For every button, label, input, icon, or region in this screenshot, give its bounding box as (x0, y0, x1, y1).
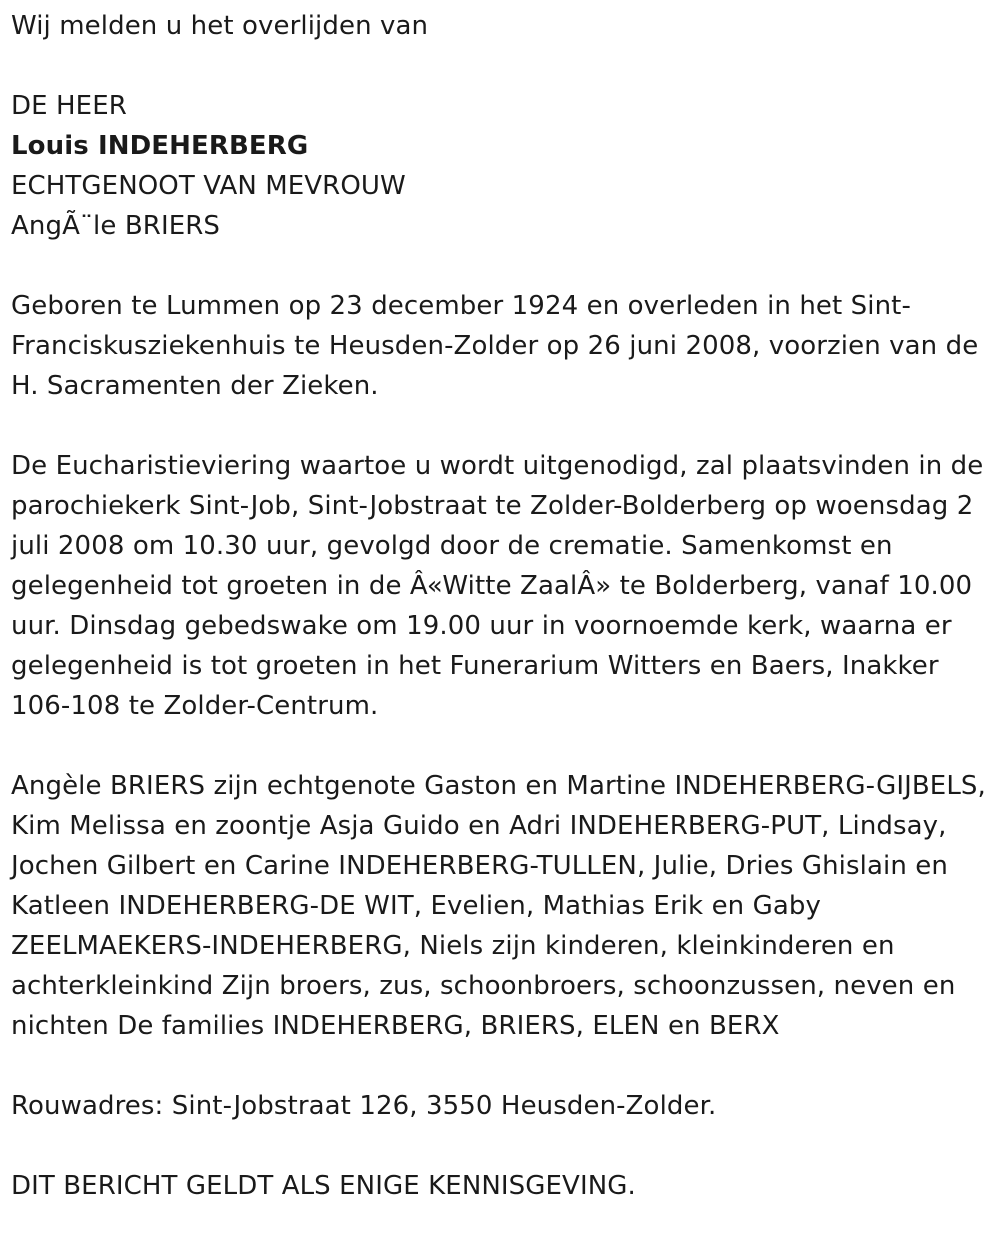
ceremony-paragraph: De Eucharistieviering waartoe u wordt uitgenodigd, zal plaatsvinden in de parochiekerk Sint-Job, Sint-Jobstraat te Zolder-Bolderberg op woensdag 2 juli 2008 om 10.30 uur, gevolgd door de crematie. Samenkomst en gelegenheid tot groeten in de Â«Witte ZaalÂ» te Bolderberg, vanaf 10.00 uur. Dinsdag gebedswake om 19.00 uur in voornoemde kerk, waarna er gelegenheid is tot groeten in het Funerarium Witters en Baers, Inakker 106-108 te Zolder-Centrum. (11, 451, 984, 721)
obituary-document (11, 6, 996, 1206)
spacer (11, 246, 996, 286)
spacer (11, 726, 996, 766)
family-paragraph: Angèle BRIERS zijn echtgenote Gaston en Martine INDEHERBERG-GIJBELS, Kim Melissa en zoontje Asja Guido en Adri INDEHERBERG-PUT, Lindsay, Jochen Gilbert en Carine INDEHERBERG-TULLEN, Julie, Dries Ghislain en Katleen INDEHERBERG-DE WIT, Evelien, Mathias Erik en Gaby ZEELMAEKERS-INDEHERBERG, Niels zijn kinderen, kleinkinderen en achterkleinkind Zijn broers, zus, schoonbroers, schoonzussen, neven en nichten De families INDEHERBERG, BRIERS, ELEN en BERX (11, 771, 986, 1041)
deceased-name: Louis INDEHERBERG (11, 131, 309, 161)
spouse-label: ECHTGENOOT VAN MEVROUW (11, 171, 406, 201)
spacer (11, 1046, 996, 1086)
mourning-address: Rouwadres: Sint-Jobstraat 126, 3550 Heusden-Zolder. (11, 1091, 717, 1121)
spouse-name: AngÃ¨le BRIERS (11, 211, 221, 241)
deceased-title: DE HEER (11, 91, 127, 121)
birth-death-paragraph: Geboren te Lummen op 23 december 1924 en overleden in het Sint-Franciskusziekenhuis te Heusden-Zolder op 26 juni 2008, voorzien van de H. Sacramenten der Zieken. (11, 291, 979, 401)
spacer (11, 1126, 996, 1166)
spacer (11, 406, 996, 446)
notice-text: DIT BERICHT GELDT ALS ENIGE KENNISGEVING. (11, 1171, 636, 1201)
spacer (11, 46, 996, 86)
intro-text: Wij melden u het overlijden van (11, 11, 429, 41)
